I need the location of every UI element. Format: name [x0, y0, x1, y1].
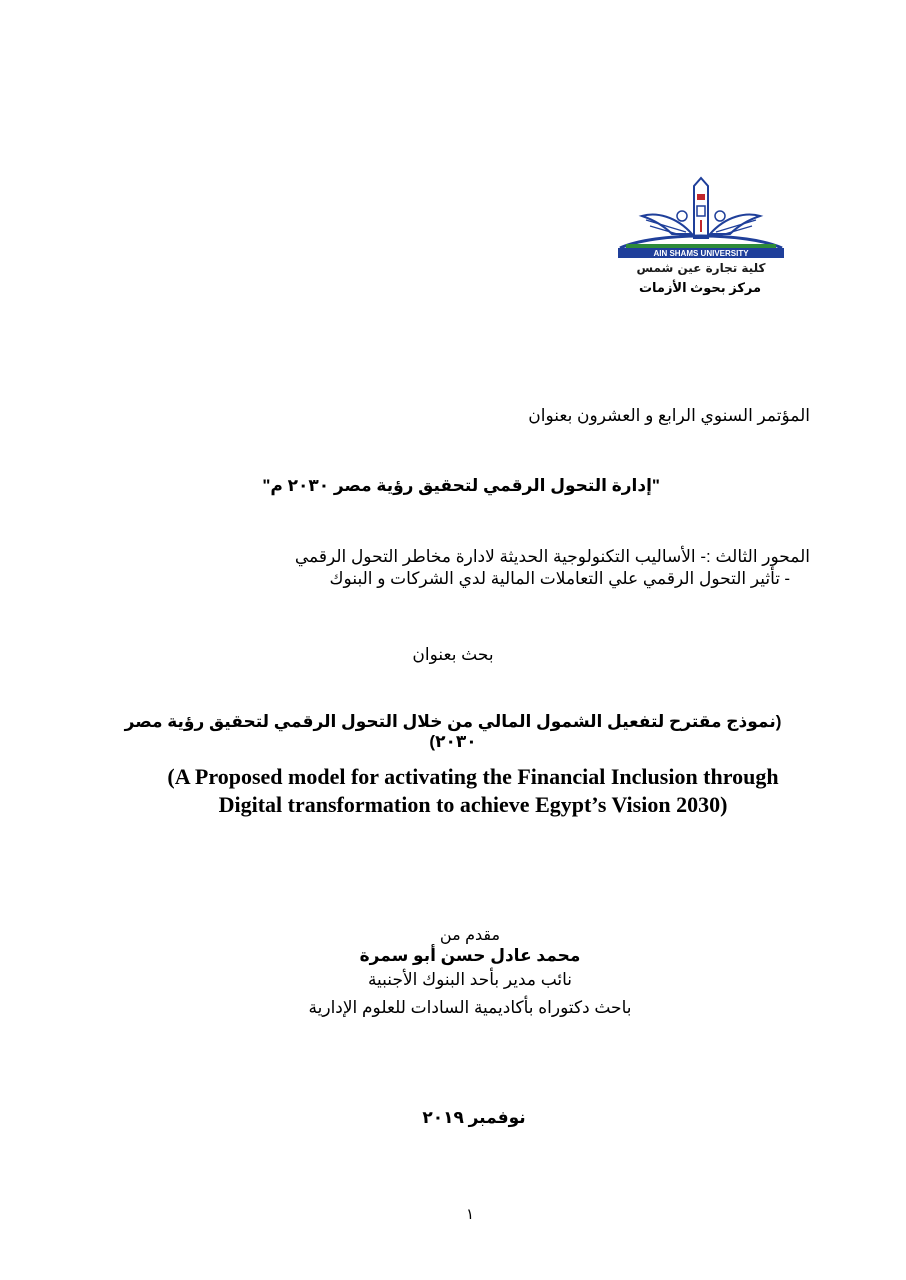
logo-text-ar: كلية تجارة عين شمس — [636, 261, 766, 275]
axis-label: المحور الثالث :- الأساليب التكنولوجية الحديثة لادارة مخاطر التحول الرقمي — [294, 547, 810, 566]
author-role-doctorate: باحث دكتوراه بأكاديمية السادات للعلوم الإدارية — [308, 998, 632, 1017]
paper-title-english — [100, 763, 846, 819]
conference-theme: "إدارة التحول الرقمي لتحقيق رؤية مصر ٢٠٣٠ م" — [262, 476, 660, 495]
university-logo — [616, 176, 786, 276]
publication-date: نوفمبر ٢٠١٩ — [422, 1108, 526, 1127]
bullet-dash: - — [784, 569, 790, 588]
crisis-research-center: مركز بحوث الأزمات — [638, 280, 762, 295]
paper-title-arabic: (نموذج مقترح لتفعيل الشمول المالي من خلال التحول الرقمي لتحقيق رؤية مصر ٢٠٣٠) — [124, 712, 782, 751]
paper-title-english-line2: Digital transformation to achieve Egypt’s Vision 2030) — [218, 792, 728, 817]
conference-title: المؤتمر السنوي الرابع و العشرون بعنوان — [528, 406, 810, 425]
page-number: ١ — [465, 1206, 475, 1223]
logo-text-en: AIN SHAMS UNIVERSITY — [653, 249, 749, 258]
presented-by: مقدم من — [439, 927, 501, 944]
paper-title-english-line1: (A Proposed model for activating the Financial Inclusion through — [167, 764, 779, 789]
axis-subtopic: تأثير التحول الرقمي علي التعاملات المالية لدي الشركات و البنوك — [329, 569, 780, 588]
research-label: بحث بعنوان — [412, 645, 494, 664]
author-role-bank: نائب مدير بأحد البنوك الأجنبية — [367, 970, 573, 989]
ain-shams-emblem — [616, 176, 786, 276]
author-name: محمد عادل حسن أبو سمرة — [359, 946, 581, 965]
